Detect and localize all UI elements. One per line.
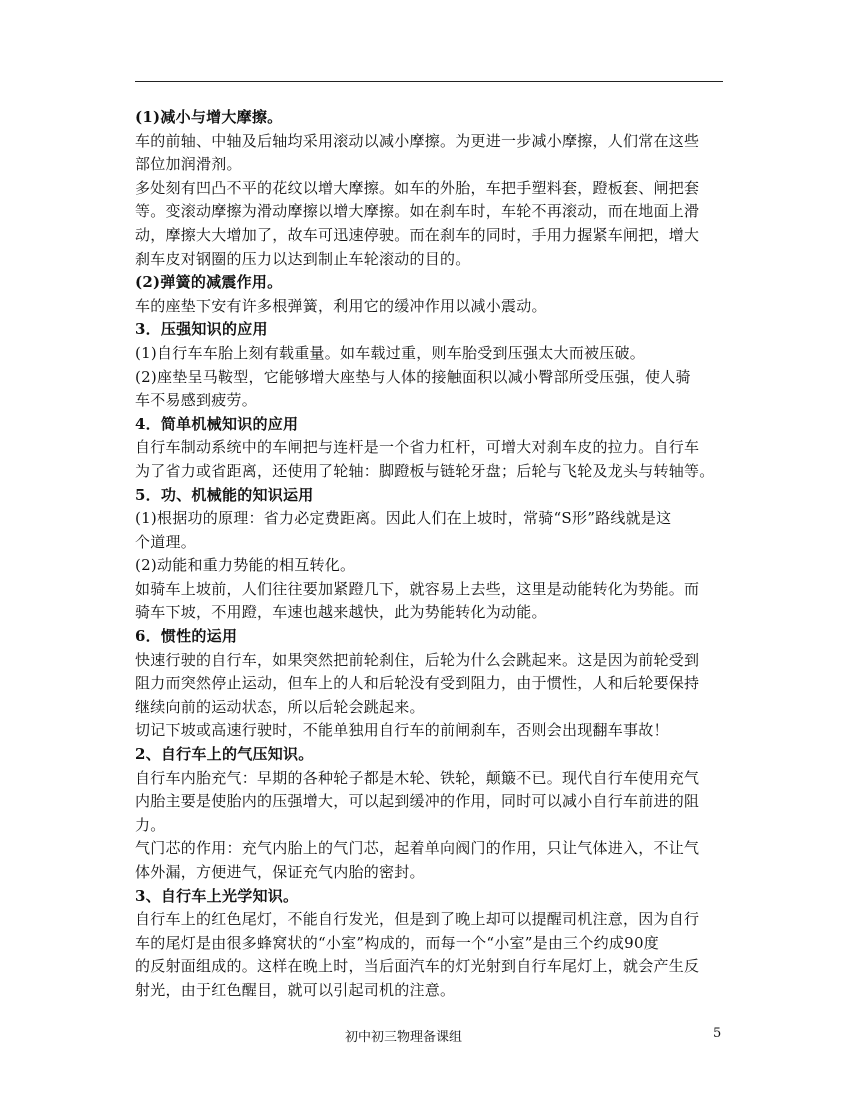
text-line: 刹车皮对钢圈的压力以达到制止车轮滚动的目的。 bbox=[135, 249, 471, 268]
section-heading: (1)减小与增大摩擦。 bbox=[135, 108, 283, 126]
section-heading: 5．功、机械能的知识运用 bbox=[135, 485, 314, 504]
section-heading: 3、自行车上光学知识。 bbox=[135, 886, 299, 905]
text-line: (2)动能和重力势能的相互转化。 bbox=[135, 556, 356, 575]
section-heading: 6．惯性的运用 bbox=[135, 627, 238, 646]
header-rule bbox=[135, 81, 723, 82]
section-heading: 2、自行车上的气压知识。 bbox=[135, 745, 314, 764]
section-heading: 4．简单机械知识的应用 bbox=[135, 414, 299, 433]
text-line: 车不易感到疲劳。 bbox=[135, 391, 258, 410]
text-line: 多处刻有凹凸不平的花纹以增大摩擦。如车的外胎，车把手塑料套，蹬板套、闸把套 bbox=[135, 178, 700, 197]
text-line: 的反射面组成的。这样在晚上时，当后面汽车的灯光射到自行车尾灯上，就会产生反 bbox=[135, 957, 700, 976]
text-line: 等。变滚动摩擦为滑动摩擦以增大摩擦。如在刹车时，车轮不再滚动，而在地面上滑 bbox=[135, 202, 700, 221]
text-line: 车的尾灯是由很多蜂窝状的“小室”构成的，而每一个“小室”是由三个约成90度 bbox=[135, 933, 660, 952]
document-body bbox=[135, 106, 727, 1003]
section-heading: 3．压强知识的应用 bbox=[135, 320, 268, 339]
text-line: (1)根据功的原理：省力必定费距离。因此人们在上坡时，常骑“S形”路线就是这 bbox=[135, 509, 672, 528]
section-heading: (2)弹簧的减震作用。 bbox=[135, 273, 283, 292]
text-line: 车的座垫下安有许多根弹簧，利用它的缓冲作用以减小震动。 bbox=[135, 296, 547, 315]
text-line: 动，摩擦大大增加了，故车可迅速停驶。而在刹车的同时，手用力握紧车闸把，增大 bbox=[135, 225, 700, 244]
text-line: 气门芯的作用：充气内胎上的气门芯，起着单向阀门的作用，只让气体进入，不让气 bbox=[135, 839, 700, 858]
text-line: (1)自行车车胎上刻有载重量。如车载过重，则车胎受到压强太大而被压破。 bbox=[135, 343, 646, 362]
text-line: (2)座垫呈马鞍型，它能够增大座垫与人体的接触面积以减小臀部所受压强，使人骑 bbox=[135, 367, 691, 386]
text-line: 为了省力或省距离，还使用了轮轴：脚蹬板与链轮牙盘；后轮与飞轮及龙头与转轴等。 bbox=[135, 461, 715, 480]
text-line: 部位加润滑剂。 bbox=[135, 155, 242, 174]
text-line: 个道理。 bbox=[135, 532, 197, 551]
text-line: 骑车下坡，不用蹬，车速也越来越快，此为势能转化为动能。 bbox=[135, 603, 547, 622]
text-line: 快速行驶的自行车，如果突然把前轮刹住，后轮为什么会跳起来。这是因为前轮受到 bbox=[135, 650, 700, 669]
text-line: 力。 bbox=[135, 815, 166, 834]
footer-text: 初中初三物理备课组 bbox=[345, 1030, 463, 1045]
text-line: 内胎主要是使胎内的压强增大，可以起到缓冲的作用，同时可以减小自行车前进的阻 bbox=[135, 792, 700, 811]
text-line: 自行车制动系统中的车闸把与连杆是一个省力杠杆，可增大对刹车皮的拉力。自行车 bbox=[135, 438, 700, 457]
text-line: 车的前轴、中轴及后轴均采用滚动以减小摩擦。为更进一步减小摩擦，人们常在这些 bbox=[135, 131, 700, 150]
text-line: 体外漏，方便进气，保证充气内胎的密封。 bbox=[135, 863, 425, 881]
text-line: 如骑车上坡前，人们往往要加紧蹬几下，就容易上去些，这里是动能转化为势能。而 bbox=[135, 579, 700, 598]
text-line: 自行车内胎充气：早期的各种轮子都是木轮、铁轮，颠簸不已。现代自行车使用充气 bbox=[135, 768, 700, 787]
text-line: 继续向前的运动状态，所以后轮会跳起来。 bbox=[135, 697, 425, 716]
text-line: 射光，由于红色醒目，就可以引起司机的注意。 bbox=[135, 980, 456, 999]
text-line: 切记下坡或高速行驶时，不能单独用自行车的前闸刹车，否则会出现翻车事故！ bbox=[135, 721, 669, 740]
text-line: 阻力而突然停止运动，但车上的人和后轮没有受到阻力，由于惯性，人和后轮要保持 bbox=[135, 674, 700, 693]
page-number: 5 bbox=[713, 1026, 722, 1041]
text-line: 自行车上的红色尾灯，不能自行发光，但是到了晚上却可以提醒司机注意，因为自行 bbox=[135, 910, 700, 929]
